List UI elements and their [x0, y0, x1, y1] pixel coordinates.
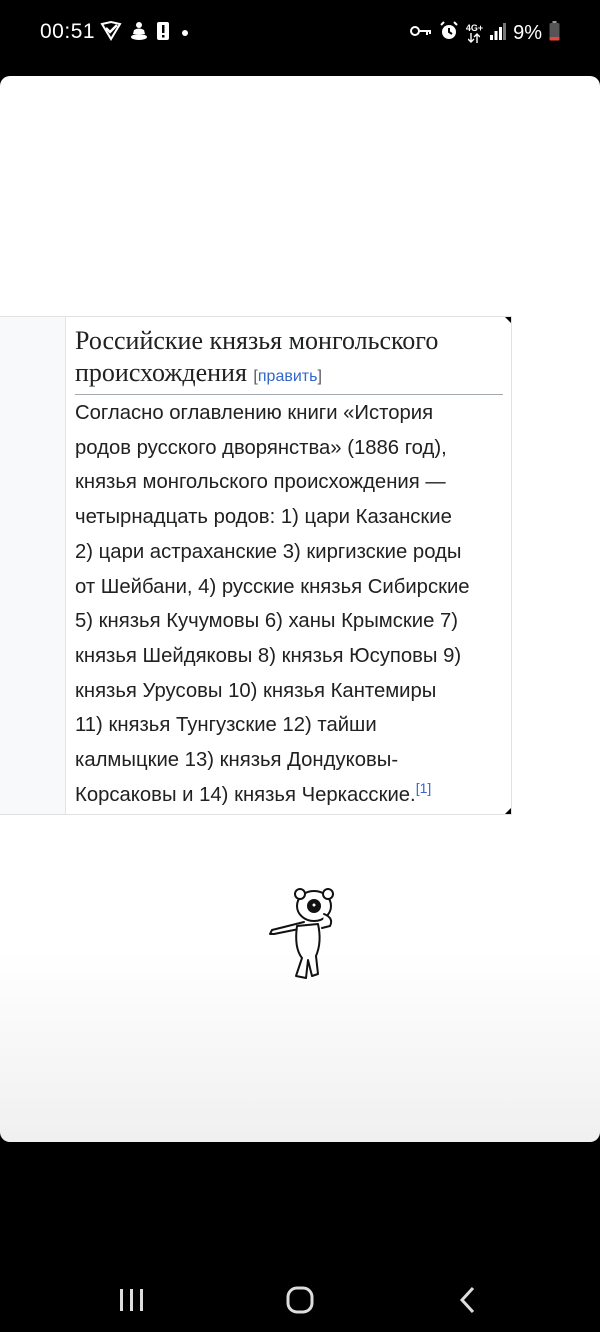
status-time: 00:51	[40, 20, 96, 43]
paragraph-line: 2) цари астраханские 3) киргизские роды	[75, 540, 462, 563]
paragraph-line: четырнадцать родов: 1) цари Казанские	[75, 506, 452, 529]
network-type-label: 4G+	[466, 24, 483, 43]
section-heading	[75, 325, 503, 395]
wiki-screenshot-snippet	[0, 316, 512, 815]
paragraph-line: князья Урусовы 10) князья Кантемиры	[75, 679, 437, 702]
section-heading-text: Российские князья монгольского происхождения	[75, 326, 439, 387]
edit-link[interactable]: править	[257, 368, 318, 385]
shield-check-icon	[100, 21, 122, 46]
navigation-bar	[0, 1262, 600, 1332]
status-bar	[0, 0, 600, 68]
home-icon[interactable]	[280, 1284, 320, 1316]
paragraph-line: князья монгольского происхождения —	[75, 471, 446, 494]
section-paragraph	[75, 396, 507, 812]
corner-mark-top	[505, 317, 511, 323]
paragraph-line-last: Корсаковы и 14) князья Черкасские.[1]	[75, 779, 432, 806]
alert-icon	[156, 21, 170, 46]
paragraph-line: родов русского дворянства» (1886 год),	[75, 436, 447, 459]
back-icon[interactable]	[448, 1284, 488, 1316]
paragraph-line: от Шейбани, 4) русские князья Сибирские	[75, 575, 470, 598]
dancing-bear-sticker-icon[interactable]	[266, 888, 342, 980]
buddha-icon	[130, 21, 148, 46]
dot-icon	[178, 21, 192, 46]
status-system-icons	[410, 20, 560, 46]
battery-percent: 9%	[513, 21, 542, 44]
battery-icon	[549, 21, 560, 46]
wiki-left-gutter	[0, 317, 66, 814]
footnote-link[interactable]: [1]	[415, 779, 432, 796]
vpn-key-icon	[410, 24, 432, 43]
status-notification-icons	[100, 20, 192, 46]
story-card[interactable]	[0, 76, 600, 1142]
paragraph-line: 5) князья Кучумовы 6) ханы Крымские 7)	[75, 610, 459, 633]
recent-apps-icon[interactable]	[112, 1284, 152, 1316]
signal-icon	[490, 22, 506, 45]
alarm-icon	[439, 21, 459, 46]
paragraph-line: князья Шейдяковы 8) князья Юсуповы 9)	[75, 644, 462, 667]
paragraph-line: калмыцкие 13) князья Дондуковы-	[75, 749, 399, 772]
edit-section: [править]	[253, 368, 322, 385]
paragraph-line: 11) князья Тунгузские 12) тайши	[75, 714, 377, 737]
paragraph-line: Согласно оглавлению книги «История	[75, 402, 434, 424]
